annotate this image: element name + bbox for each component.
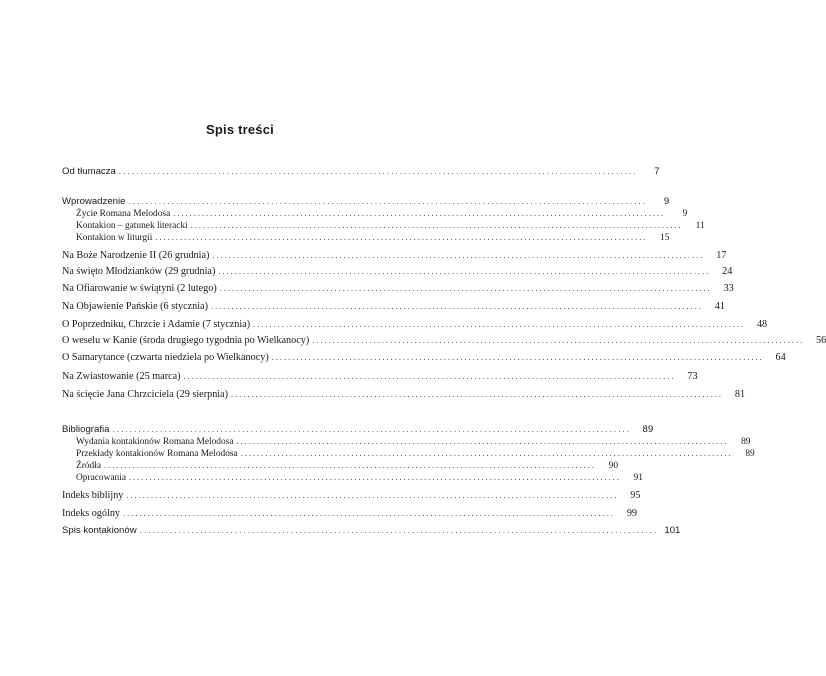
dot-leader: ........................................................................................................................ (210, 302, 703, 311)
toc-entry-label: Źródła (76, 461, 101, 471)
toc-entry-label: Bibliografia (62, 424, 110, 435)
toc-entry-page: 9 (663, 196, 670, 207)
toc-entry-label: Na Boże Narodzenie II (26 grudnia) (62, 250, 210, 261)
dot-leader: ........................................................................................................................ (231, 390, 724, 399)
toc-entry-page: 89 (741, 437, 751, 447)
toc-entry-page: 48 (756, 319, 768, 330)
toc-entry (62, 250, 727, 262)
toc-entry-page: 7 (654, 166, 660, 177)
toc-entry (62, 166, 660, 178)
toc-subentry (76, 472, 643, 484)
dot-leader: ........................................................................................................................ (123, 509, 616, 518)
toc-entry (62, 301, 725, 313)
dot-leader: ........................................................................................................................ (155, 233, 648, 242)
toc-entry-page: 15 (660, 233, 670, 243)
toc-entry (62, 525, 681, 537)
dot-leader: ........................................................................................................................ (118, 167, 638, 176)
toc-entry (62, 371, 698, 383)
toc-entry-label: Spis kontakionów (62, 525, 137, 536)
toc-entry-label: Kontakion – gatunek literacki (76, 221, 188, 231)
dot-leader: ........................................................................................................................ (218, 267, 711, 276)
dot-leader: ........................................................................................................................ (173, 209, 666, 218)
toc-subentry (76, 448, 755, 460)
toc-entry-label: Opracowania (76, 473, 126, 483)
toc-entry-page: 99 (626, 508, 638, 519)
dot-leader: ........................................................................................................................ (112, 425, 632, 434)
dot-leader: ........................................................................................................................ (236, 437, 729, 446)
dot-leader: ........................................................................................................................ (183, 372, 676, 381)
toc-entry-page: 33 (723, 283, 734, 294)
toc-entry (62, 490, 641, 502)
toc-entry (62, 335, 826, 347)
toc-entry-page: 101 (664, 525, 681, 536)
toc-entry-page: 73 (687, 371, 698, 382)
toc-entry-label: O Poprzedniku, Chrzcie i Adamie (7 stycznia) (62, 319, 251, 330)
toc-entry-page: 89 (745, 449, 755, 459)
toc-entry-label: Na ścięcie Jana Chrzciciela (29 sierpnia) (62, 389, 229, 400)
toc-entry-page: 95 (630, 490, 641, 501)
toc-entry-page: 11 (695, 221, 705, 231)
page-title: Spis treści (206, 122, 274, 137)
toc-subentry (76, 220, 705, 232)
dot-leader: ........................................................................................................................ (190, 221, 683, 230)
toc-entry-label: Kontakion w liturgii (76, 233, 153, 243)
toc-entry (62, 352, 786, 364)
toc-entry (62, 319, 768, 331)
toc-entry-page: 64 (775, 352, 786, 363)
toc-entry-label: Indeks ogólny (62, 508, 121, 519)
dot-leader: ........................................................................................................................ (128, 473, 621, 482)
toc-entry-page: 81 (734, 389, 746, 400)
toc-entry-page: 56 (816, 335, 826, 346)
dot-leader: ........................................................................................................................ (312, 336, 805, 345)
toc-subentry (76, 232, 670, 244)
toc-entry-page: 9 (682, 209, 688, 219)
dot-leader: ........................................................................................................................ (126, 491, 619, 500)
toc-entry (62, 196, 670, 208)
toc-entry (62, 389, 746, 401)
toc-entry-page: 91 (633, 473, 643, 483)
toc-subentry (76, 460, 618, 472)
toc-entry (62, 424, 654, 436)
dot-leader: ........................................................................................................................ (139, 526, 659, 535)
toc-entry-label: Na Ofiarowanie w świątyni (2 lutego) (62, 283, 217, 294)
toc-entry (62, 266, 733, 278)
toc-entry (62, 283, 734, 295)
toc-entry-page: 24 (722, 266, 733, 277)
toc-entry-page: 90 (608, 461, 618, 471)
dot-leader: ........................................................................................................................ (104, 461, 596, 470)
toc-entry-label: Na Zwiastowanie (25 marca) (62, 371, 181, 382)
toc-entry-label: Wprowadzenie (62, 196, 126, 207)
toc-entry-label: Na święto Młodzianków (29 grudnia) (62, 266, 216, 277)
toc-subentry (76, 436, 751, 448)
toc-entry-page: 89 (642, 424, 654, 435)
toc-entry-label: O weselu w Kanie (środa drugiego tygodnia po Wielkanocy) (62, 335, 310, 346)
toc-entry-label: Przekłady kontakionów Romana Melodosa (76, 449, 238, 459)
toc-subentry (76, 208, 688, 220)
toc-entry-label: Na Objawienie Pańskie (6 stycznia) (62, 301, 208, 312)
dot-leader: ........................................................................................................................ (128, 197, 648, 206)
toc-entry-label: Indeks biblijny (62, 490, 124, 501)
toc-entry-label: Od tłumacza (62, 166, 116, 177)
toc-entry-page: 41 (714, 301, 725, 312)
dot-leader: ........................................................................................................................ (253, 320, 746, 329)
dot-leader: ........................................................................................................................ (219, 284, 712, 293)
toc-entry-page: 17 (716, 250, 727, 261)
toc-entry-label: Życie Romana Melodosa (76, 209, 171, 219)
dot-leader: ........................................................................................................................ (212, 251, 705, 260)
toc-entry-label: O Samarytance (czwarta niedziela po Wielkanocy) (62, 352, 269, 363)
toc-entry-label: Wydania kontakionów Romana Melodosa (76, 437, 234, 447)
dot-leader: ........................................................................................................................ (240, 449, 733, 458)
toc-entry (62, 508, 638, 520)
dot-leader: ........................................................................................................................ (271, 353, 764, 362)
